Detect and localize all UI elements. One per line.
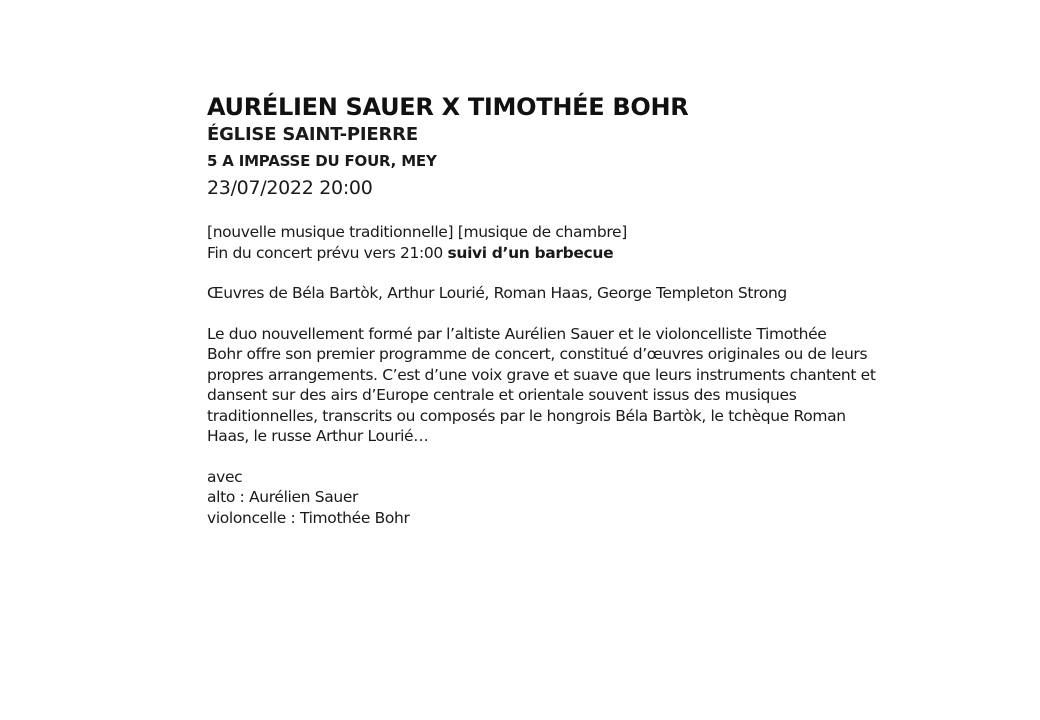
tags-block: [207, 222, 847, 263]
event-datetime: 23/07/2022 20:00: [207, 177, 373, 199]
description-line: traditionnelles, transcrits ou composés par le hongrois Béla Bartòk, le tchèque Roman: [207, 406, 846, 425]
venue-address: 5 A IMPASSE DU FOUR, MEY: [207, 152, 437, 170]
performer-cello: violoncelle : Timothée Bohr: [207, 508, 410, 527]
description-line: Le duo nouvellement formé par l’altiste Aurélien Sauer et le violoncelliste Timothée: [207, 324, 827, 343]
description-line: dansent sur des airs d’Europe centrale et orientale souvent issus des musiques: [207, 386, 797, 404]
description-line: propres arrangements. C’est d’une voix grave et suave que leurs instruments chantent et: [207, 365, 876, 384]
description: [207, 324, 876, 447]
performer-alto: alto : Aurélien Sauer: [207, 488, 359, 506]
venue-name: ÉGLISE SAINT-PIERRE: [207, 124, 418, 145]
event-title: AURÉLIEN SAUER X TIMOTHÉE BOHR: [207, 93, 689, 121]
description-line: Bohr offre son premier programme de concert, constitué d’œuvres originales ou de leurs: [207, 345, 868, 363]
end-time-text: Fin du concert prévu vers 21:00: [207, 243, 443, 262]
performers-intro: avec: [207, 467, 243, 486]
genre-tags: [nouvelle musique traditionnelle] [musique de chambre]: [207, 223, 627, 241]
end-info: [207, 243, 847, 264]
works-text: Œuvres de Béla Bartòk, Arthur Lourié, Roman Haas, George Templeton Strong: [207, 284, 787, 302]
event-card: [207, 92, 876, 528]
barbecue-note: suivi d’un barbecue: [447, 243, 614, 262]
performers: [207, 467, 847, 529]
description-line: Haas, le russe Arthur Lourié…: [207, 427, 429, 445]
works-line: [207, 283, 847, 304]
